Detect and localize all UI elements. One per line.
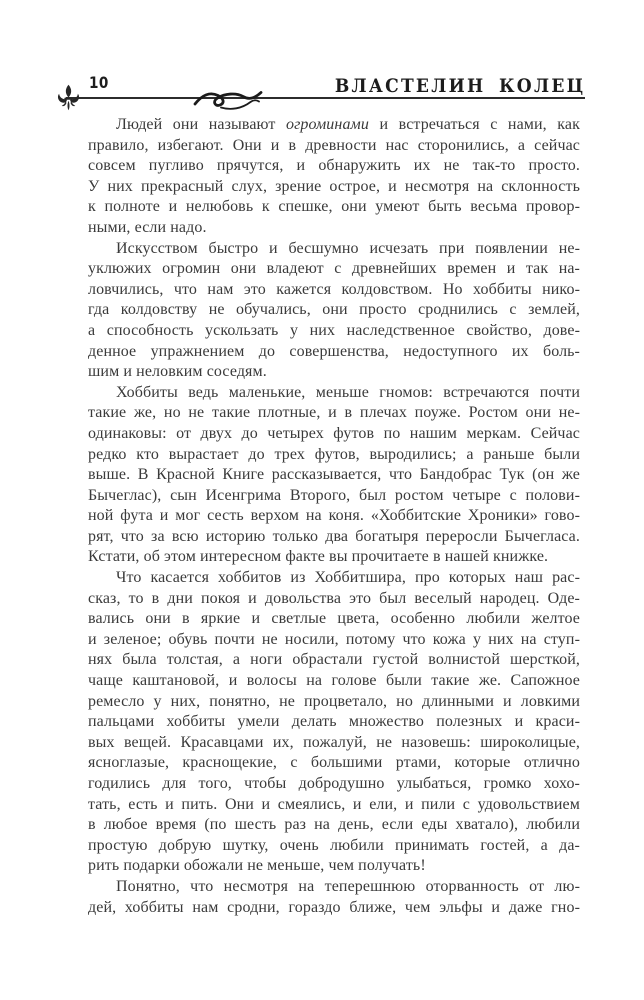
text-line xyxy=(88,630,580,651)
text-line xyxy=(88,136,580,157)
text-run: вых вещей. Красавцами их, пожалуй, не назовешь: широколицые, xyxy=(88,733,580,751)
text-run: Бычеглас), сын Исенгрима Второго, был ростом четыре с полови- xyxy=(88,486,580,504)
text-run: денное упражнением до совершенства, недоступного их боль- xyxy=(88,342,580,360)
text-line xyxy=(88,547,580,568)
text-run: уклюжих огромин они владеют с древнейших времен и так на- xyxy=(88,260,580,278)
text-line xyxy=(88,815,580,836)
text-run: Понятно, что несмотря на теперешнюю оторванность от лю- xyxy=(116,877,580,895)
text-run: ловчились, что нам это кажется колдовством. Но хоббиты нико- xyxy=(88,280,580,298)
text-run: Хоббиты ведь маленькие, меньше гномов: встречаются почти xyxy=(116,383,580,401)
paragraph xyxy=(88,568,580,877)
text-run: ными, если надо. xyxy=(88,218,207,236)
text-run: шим и неловким соседям. xyxy=(88,363,267,381)
text-run: Искусством быстро и бесшумно исчезать при появлении не- xyxy=(116,239,580,257)
text-line xyxy=(88,650,580,671)
text-run: пальцами хоббиты умели делать множество полезных и краси- xyxy=(88,713,580,731)
text-run: нях была толстая, а ноги обрастали густой волнистой шерсткой, xyxy=(88,651,580,669)
text-line xyxy=(88,671,580,692)
text-run: совсем пугливо прячутся, и обнаружить их не так-то просто. xyxy=(88,157,580,175)
text-line xyxy=(88,527,580,548)
text-line xyxy=(88,795,580,816)
text-line xyxy=(88,609,580,630)
text-line xyxy=(88,259,580,280)
text-line xyxy=(88,362,580,383)
text-line xyxy=(88,321,580,342)
text-line xyxy=(88,280,580,301)
text-run: а способность ускользать у них наследственное свойство, дове- xyxy=(88,321,580,339)
text-run: Кстати, об этом интересном факте вы прочитаете в нашей книжке. xyxy=(88,548,549,566)
text-run: тать, есть и пить. Они и смеялись, и ели, и пили с удовольствием xyxy=(88,795,580,813)
text-line xyxy=(88,568,580,589)
text-run: в любое время (по шесть раз на день, если еды хватало), любили xyxy=(88,816,580,834)
text-line xyxy=(88,692,580,713)
text-line xyxy=(88,239,580,260)
paragraph xyxy=(88,239,580,383)
text-line xyxy=(88,218,580,239)
text-run: рят, что за всю историю только два богатыря переросли Бычегласа. xyxy=(88,527,580,545)
text-run: одинаковы: от двух до четырех футов по нашим меркам. Сейчас xyxy=(88,424,580,442)
text-line xyxy=(88,403,580,424)
text-line xyxy=(88,753,580,774)
text-run: к полноте и нелюбовь к спешке, они умеют быть весьма провор- xyxy=(88,198,580,216)
text-run: редко кто вырастает до трех футов, выродились; а раньше были xyxy=(88,445,580,463)
paragraph xyxy=(88,383,580,568)
text-run: ясноглазые, краснощекие, с большими ртами, которые отлично xyxy=(88,754,580,772)
text-line xyxy=(88,465,580,486)
text-line xyxy=(88,506,580,527)
text-line xyxy=(88,898,580,919)
paragraph xyxy=(88,115,580,239)
text-line xyxy=(88,177,580,198)
text-run: рить подарки обожали не меньше, чем получать! xyxy=(88,857,426,875)
text-line xyxy=(88,197,580,218)
text-line xyxy=(88,383,580,404)
text-run: ремесло у них, понятно, не процветало, но длинными и ловкими xyxy=(88,692,580,710)
header-rule-divider xyxy=(66,97,585,99)
book-title: ВЛАСТЕЛИН КОЛЕЦ xyxy=(334,75,585,97)
text-run: правило, избегают. Они и в древности нас сторонились, а сейчас xyxy=(88,136,580,154)
paragraph xyxy=(88,877,580,918)
calligraphic-flourish-icon xyxy=(193,86,263,113)
text-run: и встречаться с нами, как xyxy=(368,116,580,133)
text-line xyxy=(88,856,580,877)
text-line xyxy=(88,156,580,177)
text-run: ной фута и мог сесть верхом на коня. «Хоббитские Хроники» гово- xyxy=(88,507,580,525)
text-run: такие же, но не такие плотные, и в плечах поуже. Ростом они не- xyxy=(88,404,580,422)
text-run: простую добрую шутку, очень любили принимать гостей, а да- xyxy=(88,836,580,854)
text-run: чаще каштановой, и волосы на голове были такие же. Сапожное xyxy=(88,672,580,690)
text-line xyxy=(88,486,580,507)
text-line xyxy=(88,300,580,321)
text-run: гда колдовству не обучались, они просто сроднились с землей, xyxy=(88,301,580,319)
italic-word: огроминами xyxy=(285,116,369,133)
text-run: и зеленое; обувь почти не носили, потому что кожа у них на ступ- xyxy=(88,630,580,648)
text-line xyxy=(88,424,580,445)
text-run: вались они в яркие и светлые цвета, особенно любили желтое xyxy=(88,610,580,628)
text-line xyxy=(88,445,580,466)
text-line xyxy=(88,342,580,363)
text-block xyxy=(88,115,580,918)
page-number: 10 xyxy=(89,73,109,92)
text-run: У них прекрасный слух, зрение острое, и несмотря на склонность xyxy=(88,177,580,195)
text-run: Что касается хоббитов из Хоббитшира, про которых наш рас- xyxy=(116,569,580,587)
text-run: дей, хоббиты нам сродни, гораздо ближе, чем эльфы и даже гно- xyxy=(88,898,580,916)
text-line xyxy=(88,115,580,136)
text-line xyxy=(88,733,580,754)
text-line xyxy=(88,774,580,795)
fleur-de-lis-icon xyxy=(57,84,80,114)
text-line xyxy=(88,836,580,857)
text-run: Людей они называют xyxy=(116,116,286,133)
text-line xyxy=(88,877,580,898)
text-run: выше. В Красной Книге рассказывается, что Бандобрас Тук (он же xyxy=(88,466,580,484)
text-run: годились для того, чтобы добродушно улыбаться, громко хохо- xyxy=(88,775,580,792)
text-run: сказ, то в дни покоя и довольства это был веселый народец. Оде- xyxy=(88,589,580,607)
text-line xyxy=(88,589,580,610)
text-line xyxy=(88,712,580,733)
